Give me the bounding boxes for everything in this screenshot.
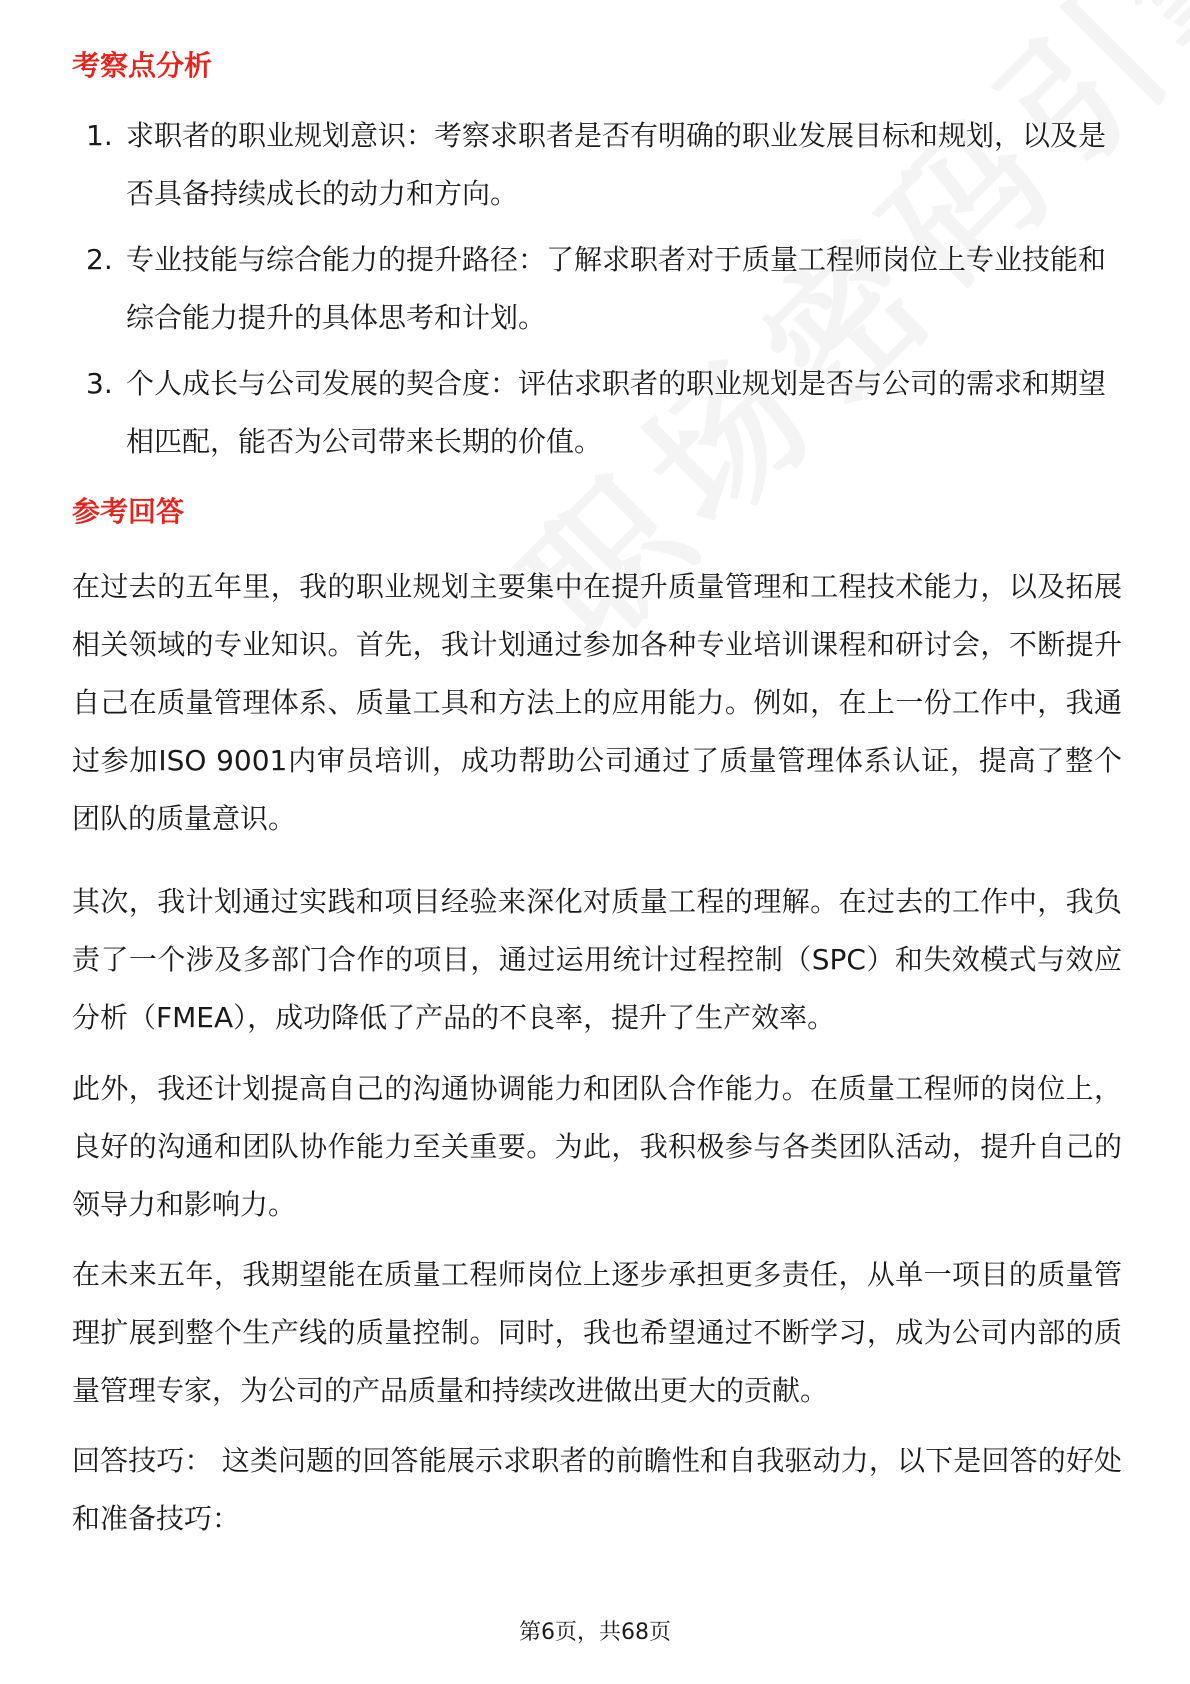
list-item-number: 2. xyxy=(86,243,113,276)
list-item-number: 3. xyxy=(86,367,113,400)
list-item xyxy=(72,231,1122,347)
page-number: 第6页，共68页 xyxy=(519,1620,671,1645)
list-item-text: 专业技能与综合能力的提升路径：了解求职者对于质量工程师岗位上专业技能和综合能力提升的具体思考和计划。 xyxy=(126,243,1107,334)
list-item-number: 1. xyxy=(86,119,113,152)
list-item xyxy=(72,355,1122,471)
analysis-list xyxy=(72,107,1122,479)
answer-paragraph-1: 在过去的五年里，我的职业规划主要集中在提升质量管理和工程技术能力，以及拓展相关领域的专业知识。首先，我计划通过参加各种专业培训课程和研讨会，不断提升自己在质量管理体系、质量工具和方法上的应用能力。例如，在上一份工作中，我通过参加ISO 9001内审员培训，成功帮助公司通过了质量管理体系认证，提高了整个团队的质量意识。 xyxy=(72,570,1122,835)
answer-paragraph-3: 此外，我还计划提高自己的沟通协调能力和团队合作能力。在质量工程师的岗位上，良好的沟通和团队协作能力至关重要。为此，我积极参与各类团队活动，提升自己的领导力和影响力。 xyxy=(72,1072,1122,1221)
list-item xyxy=(72,107,1122,223)
analysis-heading: 考察点分析 xyxy=(72,49,213,82)
list-item-text: 求职者的职业规划意识：考察求职者是否有明确的职业发展目标和规划，以及是否具备持续成长的动力和方向。 xyxy=(126,119,1107,210)
answer-paragraph-4: 在未来五年，我期望能在质量工程师岗位上逐步承担更多责任，从单一项目的质量管理扩展到整个生产线的质量控制。同时，我也希望通过不断学习，成为公司内部的质量管理专家，为公司的产品质量和持续改进做出更大的贡献。 xyxy=(72,1258,1122,1407)
answer-heading: 参考回答 xyxy=(72,495,185,528)
answer-tips-paragraph: 回答技巧： 这类问题的回答能展示求职者的前瞻性和自我驱动力，以下是回答的好处和准备技巧： xyxy=(72,1444,1122,1535)
answer-paragraph-2: 其次，我计划通过实践和项目经验来深化对质量工程的理解。在过去的工作中，我负责了一个涉及多部门合作的项目，通过运用统计过程控制（SPC）和失效模式与效应分析（FMEA），成功降低了产品的不良率，提升了生产效率。 xyxy=(72,885,1122,1034)
list-item-text: 个人成长与公司发展的契合度：评估求职者的职业规划是否与公司的需求和期望相匹配，能否为公司带来长期的价值。 xyxy=(126,367,1107,458)
